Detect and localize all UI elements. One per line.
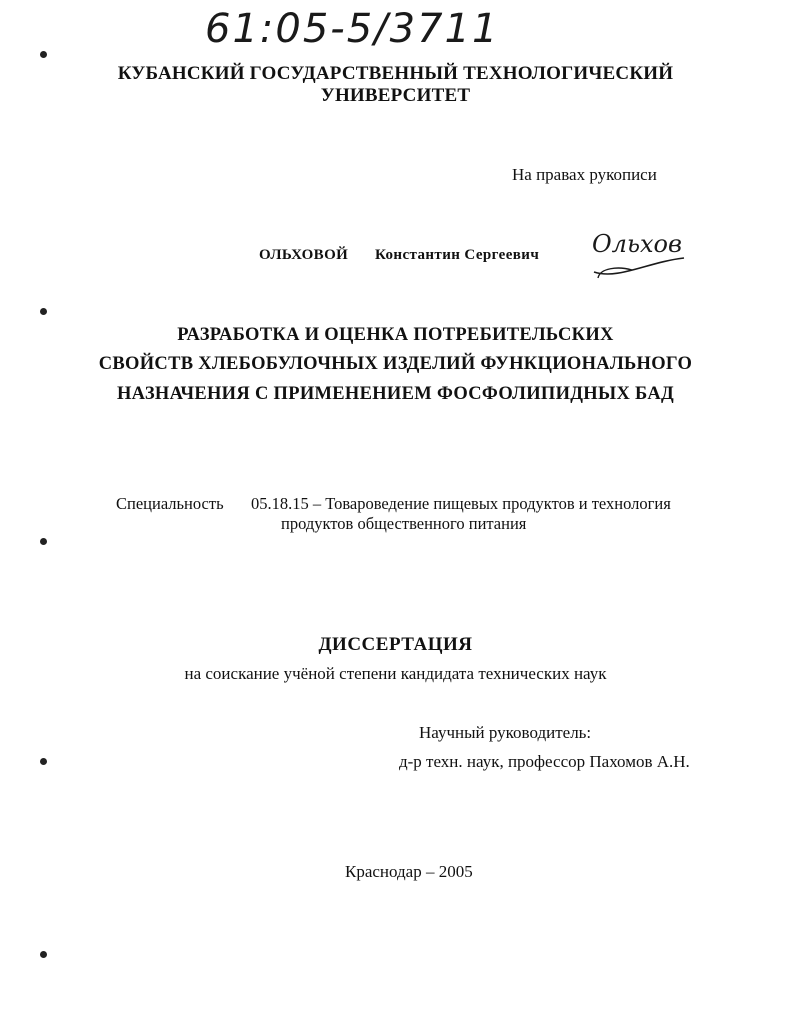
title-line2: СВОЙСТВ ХЛЕБОБУЛОЧНЫХ ИЗДЕЛИЙ ФУНКЦИОНАЛЬНОГО — [98, 354, 693, 374]
supervisor-label: Научный руководитель: — [419, 723, 592, 742]
specialty-code-line: 05.18.15 – Товароведение пищевых продуктов и технология — [251, 494, 671, 513]
punch-hole — [40, 951, 47, 958]
author-given-names: Константин Сергеевич — [375, 247, 540, 263]
punch-hole — [40, 538, 47, 545]
university-name-line2: УНИВЕРСИТЕТ — [320, 85, 471, 106]
punch-hole — [40, 308, 47, 315]
punch-hole — [40, 758, 47, 765]
specialty-label: Специальность — [116, 494, 224, 513]
signature-flourish — [588, 222, 698, 286]
author-signature — [588, 222, 698, 286]
archive-number: 61:05-5/3711 — [205, 6, 500, 52]
punch-hole — [40, 51, 47, 58]
title-line1: РАЗРАБОТКА И ОЦЕНКА ПОТРЕБИТЕЛЬСКИХ — [177, 325, 614, 345]
signature-text: Ольхов — [592, 230, 682, 258]
place-year: Краснодар – 2005 — [345, 862, 473, 881]
dissertation-heading: ДИССЕРТАЦИЯ — [318, 634, 473, 655]
manuscript-rights: На правах рукописи — [512, 165, 657, 184]
dissertation-subtitle: на соискание учёной степени кандидата технических наук — [184, 664, 607, 683]
university-name-line1: КУБАНСКИЙ ГОСУДАРСТВЕННЫЙ ТЕХНОЛОГИЧЕСКИЙ — [117, 63, 674, 84]
title-line3: НАЗНАЧЕНИЯ С ПРИМЕНЕНИЕМ ФОСФОЛИПИДНЫХ БАД — [116, 384, 675, 404]
supervisor-name: д-р техн. наук, профессор Пахомов А.Н. — [399, 752, 690, 771]
author-surname: ОЛЬХОВОЙ — [259, 247, 349, 263]
specialty-continuation: продуктов общественного питания — [281, 514, 527, 533]
